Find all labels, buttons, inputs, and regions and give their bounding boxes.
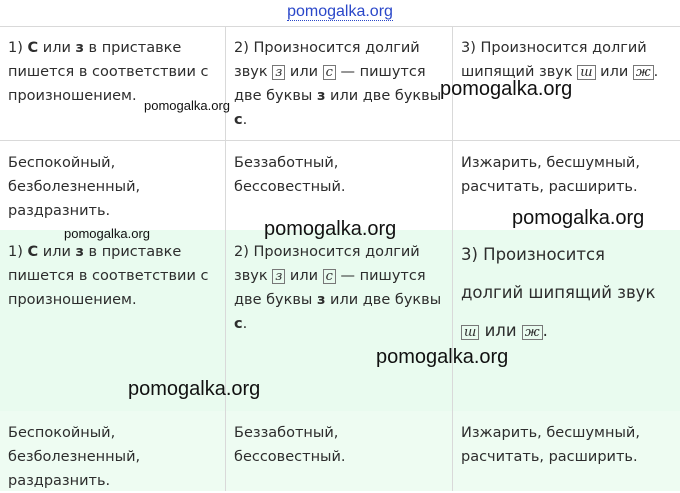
rule-cell-1: 1) С или з в приставке пишется в соответствии с произношением. (0, 230, 226, 413)
watermark: pomogalka.org (440, 78, 573, 100)
rule-cell-2: 2) Произносится долгий звук з или с — пишутся две буквы з или две буквы с. (226, 27, 453, 140)
sound-zh: ж (522, 325, 543, 340)
sound-sh: ш (461, 325, 479, 340)
example-cell-2: Беззаботный, бессовестный. (226, 141, 453, 230)
watermark: pomogalka.org (144, 98, 230, 113)
watermark: pomogalka.org (376, 346, 509, 368)
site-header[interactable] (0, 0, 680, 26)
table-row (0, 230, 680, 414)
sound-s: с (323, 269, 336, 284)
example-cell-1: Беспокойный, безболезненный, раздразнить. (0, 141, 226, 230)
table-row (0, 27, 680, 141)
watermark: pomogalka.org (64, 226, 150, 241)
sound-sh: ш (577, 65, 595, 80)
rule-cell-3: 3) Произносится долгий шипящий звук ш или ж . (461, 245, 656, 340)
example-cell-1: Беспокойный, безболезненный, раздразнить. (0, 411, 226, 491)
watermark: pomogalka.org (128, 378, 261, 400)
sound-zh: ж (633, 65, 654, 80)
watermark: pomogalka.org (512, 207, 645, 229)
example-cell-3: Изжарить, бесшумный, расчитать, расширить. (461, 425, 640, 465)
sound-z: з (272, 269, 285, 284)
table-row (0, 411, 680, 491)
site-header-link[interactable]: pomogalka.org (287, 3, 393, 20)
sound-z: з (272, 65, 285, 80)
rule-cell-1: 1) С или з в приставке пишется в соответствии с произношением. (0, 27, 226, 140)
rule-cell-2: 2) Произносится долгий звук з или с — пишутся две буквы з или две буквы с. (226, 230, 453, 413)
example-cell-2: Беззаботный, бессовестный. (226, 411, 453, 491)
watermark: pomogalka.org (264, 218, 397, 240)
sound-s: с (323, 65, 336, 80)
example-cell-3: Изжарить, бесшумный, расчитать, расширить. (461, 155, 640, 195)
rule-cell-3: 3) Произносится долгий шипящий звук ш или ж . (461, 40, 659, 80)
